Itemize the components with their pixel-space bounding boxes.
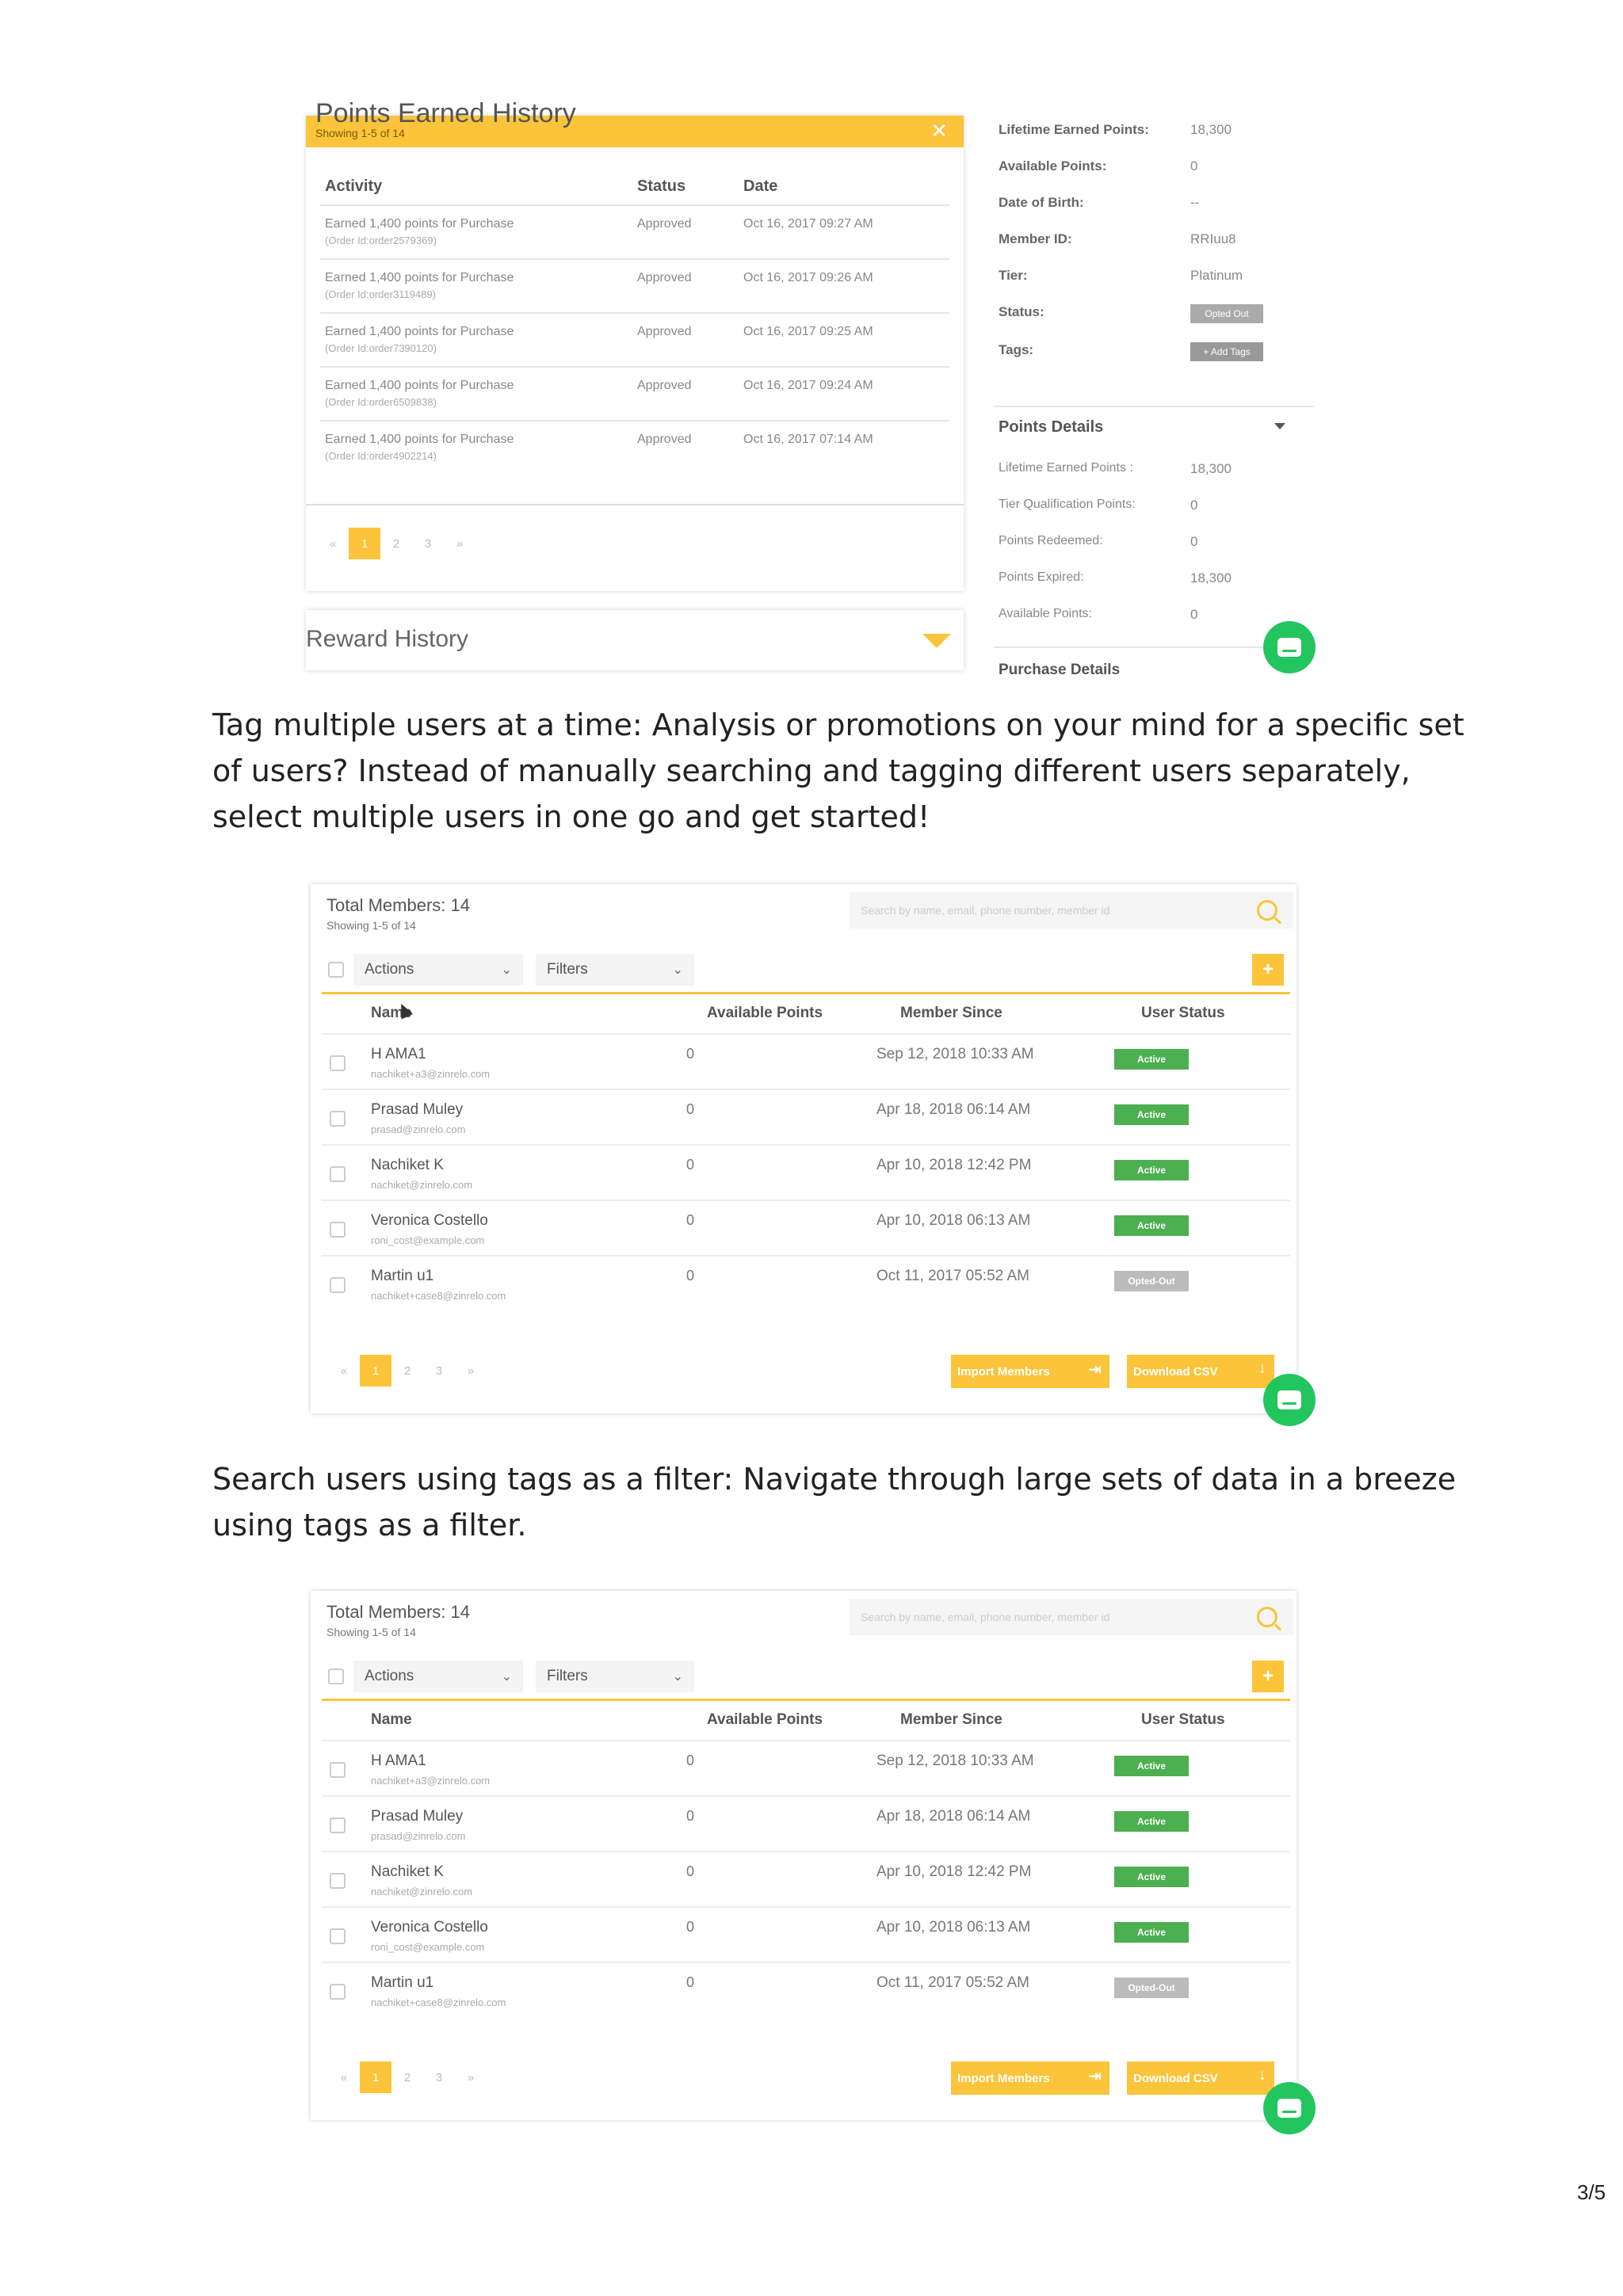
status-badge: Active	[1114, 1867, 1189, 1887]
status-badge: Opted-Out	[1114, 1271, 1189, 1291]
chevron-down-icon: ⌄	[672, 1670, 683, 1684]
page-3[interactable]: 3	[435, 1363, 443, 1378]
status-badge: Active	[1114, 1104, 1189, 1125]
total-members-title: Total Members: 14	[327, 895, 470, 915]
page-next[interactable]: »	[467, 1363, 475, 1378]
table-row[interactable]: Nachiket K nachiket@zinrelo.com 0 Apr 10, 2018 12:42 PM Active	[322, 1144, 1290, 1201]
col-member-since[interactable]: Member Since	[900, 1005, 1002, 1021]
chevron-down-icon[interactable]	[922, 634, 951, 648]
table-row[interactable]: Nachiket K nachiket@zinrelo.com 0 Apr 10, 2018 12:42 PM Active	[322, 1851, 1290, 1908]
add-user-icon[interactable]: +	[1252, 1661, 1284, 1692]
chat-icon[interactable]	[1263, 621, 1316, 673]
select-all-checkbox[interactable]	[328, 962, 344, 978]
chat-icon[interactable]	[1263, 2082, 1316, 2134]
showing-count: Showing 1-5 of 14	[327, 919, 416, 932]
download-csv-button[interactable]: Download CSV ↓	[1127, 1355, 1274, 1388]
status-badge: Active	[1114, 1049, 1189, 1070]
table-row[interactable]: Prasad Muley prasad@zinrelo.com 0 Apr 18, 2018 06:14 AM Active	[322, 1795, 1290, 1852]
caret-down-icon[interactable]	[1274, 423, 1285, 429]
chevron-down-icon: ⌄	[501, 963, 512, 977]
points-earned-panel: Points Earned History Showing 1-5 of 14 ✕ Activity Status Date Earned 1,400 points for Purchase (Order Id:order2579369) Approved Oct 16, 2017 09:27 AM Earned 1,400 points for Purchase (Order Id:order3119489) Approved Oct 16, 2017 09:26 AM Earned 1,400 points for Purchase (Order Id:order7390120) Approved Oct 16, 2017 09:25 AM Earned 1,400 points for Purchase (Order Id:order6509838) Approved Oct 16, 2017 09:24 AM Earned 1,400 points for Purchase (Order Id:order4902214) Approved Oct 16, 2017 07:14 AM « 1 2 3 »	[306, 116, 964, 591]
page-prev[interactable]: «	[340, 1363, 348, 1378]
table-row[interactable]: Martin u1 nachiket+case8@zinrelo.com 0 Oct 11, 2017 05:52 AM Opted-Out	[322, 1255, 1290, 1312]
row-checkbox[interactable]	[330, 1277, 346, 1293]
download-icon: ↓	[1258, 2066, 1266, 2084]
status-badge: Active	[1114, 1756, 1189, 1776]
page-prev[interactable]: «	[329, 536, 337, 551]
download-icon: ↓	[1258, 1360, 1266, 1377]
reward-history-bar[interactable]	[306, 610, 964, 670]
table-row[interactable]: Martin u1 nachiket+case8@zinrelo.com 0 Oct 11, 2017 05:52 AM Opted-Out	[322, 1962, 1290, 2019]
row-checkbox[interactable]	[330, 1166, 346, 1182]
col-date: Date	[743, 177, 778, 195]
col-name[interactable]: Name	[371, 1005, 412, 1021]
status-badge: Active	[1114, 1922, 1189, 1943]
page-2[interactable]: 2	[403, 2070, 411, 2084]
col-status: Status	[637, 177, 686, 195]
pagination	[328, 1355, 487, 1386]
import-icon: ⇥	[1088, 1361, 1102, 1379]
page-3[interactable]: 3	[435, 2070, 443, 2084]
filters-dropdown[interactable]: Filters ⌄	[536, 954, 694, 986]
search-icon[interactable]	[1257, 1607, 1277, 1627]
add-tags-button[interactable]: + Add Tags	[1190, 342, 1263, 361]
points-details-title: Points Details	[999, 418, 1104, 436]
download-csv-button[interactable]: Download CSV ↓	[1127, 2061, 1274, 2095]
page-1[interactable]: 1	[360, 2061, 391, 2093]
row-checkbox[interactable]	[330, 1928, 346, 1944]
table-row[interactable]: H AMA1 nachiket+a3@zinrelo.com 0 Sep 12, 2018 10:33 AM Active	[322, 1033, 1290, 1090]
col-user-status[interactable]: User Status	[1141, 1005, 1225, 1021]
actions-dropdown[interactable]: Actions ⌄	[353, 954, 523, 986]
filters-dropdown[interactable]: Filters ⌄	[536, 1661, 694, 1692]
total-members-title: Total Members: 14	[327, 1602, 470, 1622]
page-2[interactable]: 2	[403, 1363, 411, 1378]
row-checkbox[interactable]	[330, 1817, 346, 1833]
status-badge: Active	[1114, 1215, 1189, 1236]
select-all-checkbox[interactable]	[328, 1669, 344, 1684]
row-checkbox[interactable]	[330, 1111, 346, 1127]
row-checkbox[interactable]	[330, 1873, 346, 1889]
search-icon[interactable]	[1257, 900, 1277, 921]
row-checkbox[interactable]	[330, 1984, 346, 2000]
paragraph-tag-multiple-users: Tag multiple users at a time: Analysis or promotions on your mind for a specific set of users? Instead of manually searching and tagging different users separately, select multiple users in one go and get started!	[212, 707, 1465, 834]
page-1[interactable]: 1	[360, 1355, 391, 1386]
page-next[interactable]: »	[456, 536, 464, 551]
paragraph-search-by-tags: Search users using tags as a filter: Navigate through large sets of data in a breeze using tags as a filter.	[212, 1462, 1457, 1543]
chevron-down-icon: ⌄	[501, 1670, 512, 1684]
status-badge: Active	[1114, 1811, 1189, 1832]
points-earned-title: Points Earned History	[315, 98, 576, 128]
page-prev[interactable]: «	[340, 2070, 348, 2084]
col-available-points[interactable]: Available Points	[707, 1005, 823, 1021]
page-1[interactable]: 1	[349, 528, 380, 559]
row-checkbox[interactable]	[330, 1055, 346, 1071]
page-3[interactable]: 3	[424, 536, 432, 551]
collapse-icon[interactable]: ✕	[930, 119, 948, 143]
row-checkbox[interactable]	[330, 1762, 346, 1778]
page-next[interactable]: »	[467, 2070, 475, 2084]
import-icon: ⇥	[1088, 2068, 1102, 2085]
status-badge: Active	[1114, 1160, 1189, 1180]
header-divider	[322, 1699, 1290, 1701]
import-members-button[interactable]: Import Members ⇥	[951, 2061, 1109, 2095]
chevron-down-icon: ⌄	[672, 963, 683, 977]
add-user-icon[interactable]: +	[1252, 954, 1284, 986]
points-earned-showing: Showing 1-5 of 14	[315, 127, 405, 139]
members-panel	[311, 1591, 1296, 2120]
points-earned-header	[306, 98, 964, 147]
status-badge: Opted-Out	[1114, 1978, 1189, 1998]
pagination	[317, 528, 475, 559]
status-badge: Opted Out	[1190, 304, 1263, 323]
table-row[interactable]: H AMA1 nachiket+a3@zinrelo.com 0 Sep 12, 2018 10:33 AM Active	[322, 1740, 1290, 1797]
search-input[interactable]: Search by name, email, phone number, member id	[850, 1599, 1293, 1635]
col-user-status[interactable]: User Status	[1141, 1711, 1225, 1728]
member-info-panel: Lifetime Earned Points: 18,300 Available Points: 0 Date of Birth: -- Member ID: RRIuu8 Tier: Platinum Status: Opted Out Tags: + Add Tags Points Details Lifetime Earned Points : 18,300 Tier Qualification Points: 0 Points Redeemed: 0 Points Expired: 18,300 Available Points: 0 Purchase Details	[987, 116, 1320, 670]
chat-icon[interactable]	[1263, 1374, 1316, 1426]
page-2[interactable]: 2	[392, 536, 400, 551]
reward-history-title: Reward History	[306, 626, 469, 652]
table-row[interactable]: Veronica Costello roni_cost@example.com 0 Apr 10, 2018 06:13 AM Active	[322, 1906, 1290, 1963]
actions-dropdown[interactable]: Actions ⌄	[353, 1661, 523, 1692]
row-checkbox[interactable]	[330, 1222, 346, 1238]
table-row[interactable]: Prasad Muley prasad@zinrelo.com 0 Apr 18, 2018 06:14 AM Active	[322, 1089, 1290, 1146]
col-available-points[interactable]: Available Points	[707, 1711, 823, 1728]
header-divider	[322, 992, 1290, 994]
table-row[interactable]: Veronica Costello roni_cost@example.com 0 Apr 10, 2018 06:13 AM Active	[322, 1199, 1290, 1257]
col-activity: Activity	[325, 177, 383, 195]
search-input[interactable]: Search by name, email, phone number, member id	[850, 892, 1293, 929]
import-members-button[interactable]: Import Members ⇥	[951, 1355, 1109, 1388]
col-name[interactable]: Name	[371, 1711, 412, 1728]
members-panel	[311, 884, 1296, 1413]
purchase-details-title[interactable]: Purchase Details	[999, 662, 1121, 678]
pagination	[328, 2061, 487, 2093]
showing-count: Showing 1-5 of 14	[327, 1626, 416, 1638]
col-member-since[interactable]: Member Since	[900, 1711, 1002, 1728]
page-number: 3/5	[1577, 2180, 1606, 2204]
